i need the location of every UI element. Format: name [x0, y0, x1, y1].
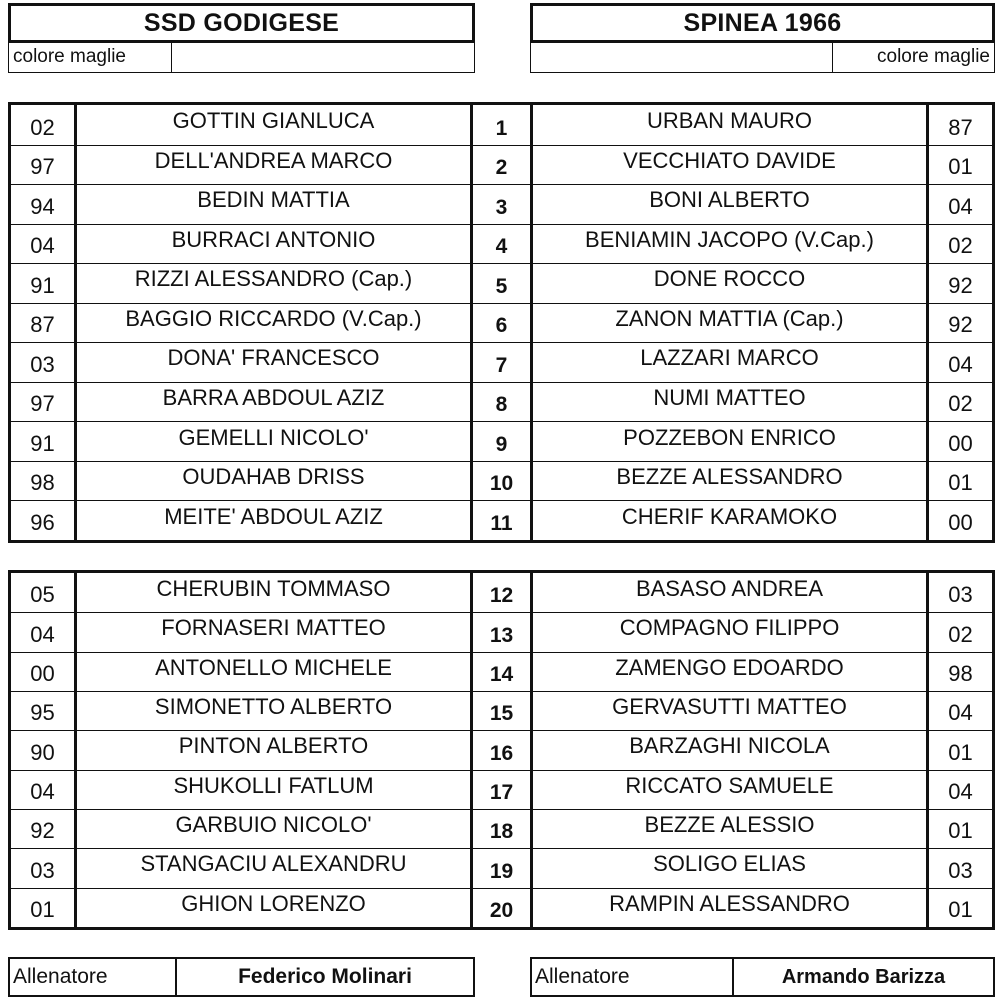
away-player-name: NUMI MATTEO	[530, 383, 929, 422]
away-year: 01	[929, 146, 995, 185]
away-year: 01	[929, 462, 995, 501]
player-row	[8, 612, 995, 651]
away-player-name: DONE ROCCO	[530, 264, 929, 303]
home-player-name: BAGGIO RICCARDO (V.Cap.)	[74, 304, 473, 343]
home-year: 02	[8, 105, 74, 145]
home-year: 90	[8, 731, 74, 769]
shirt-number: 10	[489, 472, 514, 496]
away-coach-label: Allenatore	[532, 959, 734, 995]
away-year: 04	[929, 771, 995, 809]
home-player-name: OUDAHAB DRISS	[74, 462, 473, 501]
away-player-name: BEZZE ALESSIO	[530, 810, 929, 848]
home-year: 01	[8, 889, 74, 927]
shirt-number: 15	[489, 702, 514, 726]
away-year: 87	[929, 105, 995, 145]
home-colore-label: colore maglie	[9, 42, 172, 72]
shirt-number: 19	[489, 859, 514, 883]
shirt-number: 6	[495, 314, 508, 338]
away-player-name: BONI ALBERTO	[530, 185, 929, 224]
player-row	[8, 145, 995, 185]
home-year: 03	[8, 343, 74, 382]
home-team-name: SSD GODIGESE	[8, 3, 475, 43]
away-year: 04	[929, 185, 995, 224]
home-year: 03	[8, 849, 74, 887]
away-player-name: SOLIGO ELIAS	[530, 849, 929, 887]
away-player-name: ZAMENGO EDOARDO	[530, 653, 929, 691]
away-year: 01	[929, 810, 995, 848]
away-colore-value	[531, 42, 832, 72]
home-year: 04	[8, 613, 74, 651]
player-row	[8, 421, 995, 461]
substitutes-table	[8, 570, 995, 930]
shirt-number: 8	[495, 393, 508, 417]
shirt-number: 7	[495, 353, 508, 377]
home-year: 98	[8, 462, 74, 501]
player-row	[8, 263, 995, 303]
home-year: 92	[8, 810, 74, 848]
home-year: 95	[8, 692, 74, 730]
player-row	[8, 652, 995, 691]
player-row	[8, 848, 995, 887]
home-player-name: GOTTIN GIANLUCA	[74, 105, 473, 145]
away-colore-label: colore maglie	[832, 42, 994, 72]
player-row	[8, 770, 995, 809]
away-team-name: SPINEA 1966	[530, 3, 995, 43]
away-year: 04	[929, 692, 995, 730]
shirt-number: 16	[489, 741, 514, 765]
away-player-name: BARZAGHI NICOLA	[530, 731, 929, 769]
home-player-name: SHUKOLLI FATLUM	[74, 771, 473, 809]
starters-table	[8, 102, 995, 543]
player-row	[8, 303, 995, 343]
home-player-name: STANGACIU ALEXANDRU	[74, 849, 473, 887]
away-year: 02	[929, 613, 995, 651]
home-coach-label: Allenatore	[10, 959, 177, 995]
away-year: 02	[929, 225, 995, 264]
away-year: 04	[929, 343, 995, 382]
away-year: 03	[929, 573, 995, 612]
player-row	[8, 184, 995, 224]
shirt-number: 20	[489, 898, 514, 922]
away-player-name: BENIAMIN JACOPO (V.Cap.)	[530, 225, 929, 264]
player-row	[8, 500, 995, 540]
away-year: 92	[929, 304, 995, 343]
home-player-name: RIZZI ALESSANDRO (Cap.)	[74, 264, 473, 303]
home-player-name: GHION LORENZO	[74, 889, 473, 927]
home-coach	[8, 957, 475, 997]
shirt-number: 11	[490, 511, 513, 535]
away-player-name: URBAN MAURO	[530, 105, 929, 145]
player-row	[8, 888, 995, 927]
home-year: 00	[8, 653, 74, 691]
away-year: 98	[929, 653, 995, 691]
player-row	[8, 382, 995, 422]
away-player-name: BEZZE ALESSANDRO	[530, 462, 929, 501]
away-player-name: GERVASUTTI MATTEO	[530, 692, 929, 730]
away-year: 92	[929, 264, 995, 303]
player-row	[8, 809, 995, 848]
shirt-number: 14	[489, 662, 514, 686]
away-year: 00	[929, 422, 995, 461]
home-year: 91	[8, 264, 74, 303]
player-row	[8, 461, 995, 501]
shirt-number: 18	[489, 820, 514, 844]
home-year: 97	[8, 146, 74, 185]
away-player-name: ZANON MATTIA (Cap.)	[530, 304, 929, 343]
home-year: 94	[8, 185, 74, 224]
player-row	[8, 730, 995, 769]
home-player-name: BURRACI ANTONIO	[74, 225, 473, 264]
player-row	[8, 224, 995, 264]
home-player-name: MEITE' ABDOUL AZIZ	[74, 501, 473, 540]
away-player-name: RAMPIN ALESSANDRO	[530, 889, 929, 927]
player-row	[8, 691, 995, 730]
home-year: 97	[8, 383, 74, 422]
away-player-name: CHERIF KARAMOKO	[530, 501, 929, 540]
away-year: 01	[929, 889, 995, 927]
home-player-name: DELL'ANDREA MARCO	[74, 146, 473, 185]
shirt-number: 3	[495, 195, 508, 219]
away-player-name: LAZZARI MARCO	[530, 343, 929, 382]
home-player-name: GARBUIO NICOLO'	[74, 810, 473, 848]
home-coach-name: Federico Molinari	[238, 965, 412, 988]
away-year: 00	[929, 501, 995, 540]
shirt-number: 9	[495, 432, 508, 456]
away-coach	[530, 957, 995, 997]
away-player-name: POZZEBON ENRICO	[530, 422, 929, 461]
away-year: 03	[929, 849, 995, 887]
away-colore-maglie	[530, 41, 995, 73]
home-player-name: BARRA ABDOUL AZIZ	[74, 383, 473, 422]
home-colore-maglie	[8, 41, 475, 73]
away-coach-name: Armando Barizza	[781, 965, 946, 988]
player-row	[8, 105, 995, 145]
player-row	[8, 342, 995, 382]
home-player-name: DONA' FRANCESCO	[74, 343, 473, 382]
away-player-name: BASASO ANDREA	[530, 573, 929, 612]
home-year: 05	[8, 573, 74, 612]
home-year: 87	[8, 304, 74, 343]
home-year: 91	[8, 422, 74, 461]
home-player-name: ANTONELLO MICHELE	[74, 653, 473, 691]
shirt-number: 17	[489, 780, 514, 804]
shirt-number: 5	[495, 274, 508, 298]
home-player-name: BEDIN MATTIA	[74, 185, 473, 224]
away-player-name: VECCHIATO DAVIDE	[530, 146, 929, 185]
shirt-number: 13	[489, 623, 514, 647]
away-player-name: COMPAGNO FILIPPO	[530, 613, 929, 651]
away-player-name: RICCATO SAMUELE	[530, 771, 929, 809]
away-year: 01	[929, 731, 995, 769]
home-player-name: CHERUBIN TOMMASO	[74, 573, 473, 612]
home-year: 04	[8, 225, 74, 264]
home-player-name: SIMONETTO ALBERTO	[74, 692, 473, 730]
home-colore-value	[172, 42, 474, 72]
shirt-number: 1	[495, 116, 508, 140]
home-year: 04	[8, 771, 74, 809]
home-player-name: FORNASERI MATTEO	[74, 613, 473, 651]
shirt-number: 12	[489, 584, 514, 608]
player-row	[8, 573, 995, 612]
shirt-number: 4	[495, 235, 508, 259]
home-player-name: GEMELLI NICOLO'	[74, 422, 473, 461]
shirt-number: 2	[495, 156, 508, 180]
away-year: 02	[929, 383, 995, 422]
home-year: 96	[8, 501, 74, 540]
home-player-name: PINTON ALBERTO	[74, 731, 473, 769]
